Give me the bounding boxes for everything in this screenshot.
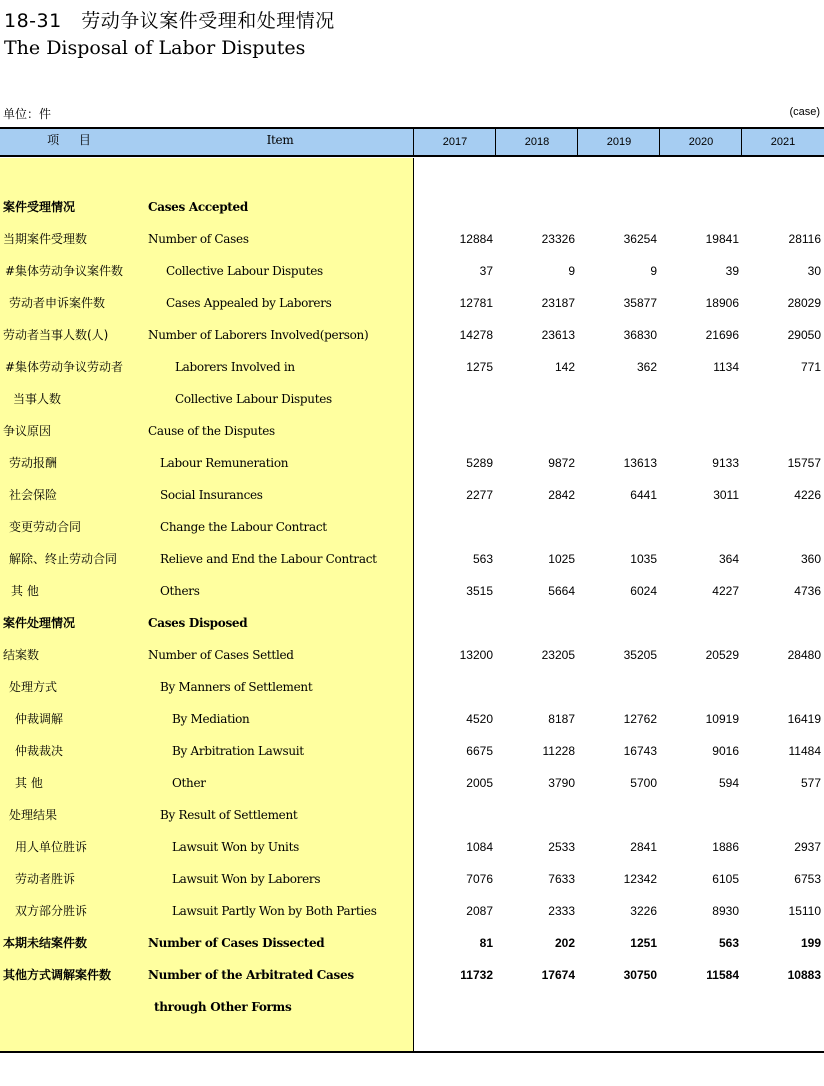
cell-value-2019: 3226 [630, 904, 657, 918]
table-row [0, 804, 824, 836]
cell-value-2018: 23205 [541, 648, 575, 662]
table-row [0, 452, 824, 484]
cell-value-2018: 9 [568, 264, 575, 278]
row-label-chinese: 劳动者胜诉 [15, 872, 76, 886]
cell-value-2017: 1084 [466, 840, 493, 854]
cell-value-2019: 12762 [623, 712, 657, 726]
cell-value-2019: 9 [650, 264, 657, 278]
table-row [0, 356, 824, 388]
cell-value-2021: 6753 [794, 872, 821, 886]
cell-value-2020: 563 [718, 936, 739, 950]
row-label-chinese: 其他方式调解案件数 [3, 968, 112, 982]
cell-value-2019: 1035 [630, 552, 657, 566]
cell-value-2020: 4227 [712, 584, 739, 598]
row-label-chinese: 本期未结案件数 [3, 936, 88, 950]
row-label-english: Lawsuit Won by Laborers [172, 872, 321, 886]
row-label-english: Collective Labour Disputes [175, 392, 332, 406]
row-label-chinese: 用人单位胜诉 [15, 840, 88, 854]
row-label-chinese: 劳动者当事人数(人) [3, 328, 109, 342]
cell-value-2021: 577 [800, 776, 821, 790]
cell-value-2019: 13613 [623, 456, 657, 470]
cell-value-2017: 12884 [459, 232, 493, 246]
cell-value-2017: 11732 [460, 968, 493, 982]
cell-value-2021: 28116 [788, 232, 821, 246]
header-item-english: Item [266, 133, 294, 147]
table-row [0, 644, 824, 676]
table-row [0, 964, 824, 996]
row-label-english: Number of Cases Settled [148, 648, 294, 662]
table-row [0, 516, 824, 548]
table-row [0, 772, 824, 804]
cell-value-2017: 4520 [466, 712, 493, 726]
cell-value-2019: 2841 [630, 840, 657, 854]
row-label-english: Change the Labour Contract [160, 520, 327, 534]
table-row [0, 708, 824, 740]
cell-value-2018: 11228 [542, 744, 575, 758]
cell-value-2020: 21696 [705, 328, 739, 342]
row-label-english: Cases Disposed [148, 616, 248, 630]
table-row [0, 196, 824, 228]
unit-label-english: (case) [789, 106, 820, 118]
cell-value-2018: 1025 [548, 552, 575, 566]
row-label-chinese: 争议原因 [3, 424, 52, 438]
row-label-chinese: 当期案件受理数 [3, 232, 88, 246]
cell-value-2019: 36830 [623, 328, 657, 342]
cell-value-2017: 14278 [459, 328, 493, 342]
cell-value-2021: 360 [800, 552, 821, 566]
table-row [0, 580, 824, 612]
cell-value-2021: 28029 [787, 296, 821, 310]
row-label-english: By Arbitration Lawsuit [172, 744, 304, 758]
cell-value-2020: 18906 [705, 296, 739, 310]
cell-value-2017: 12781 [459, 296, 493, 310]
cell-value-2019: 36254 [623, 232, 657, 246]
cell-value-2021: 199 [800, 936, 821, 950]
table-row [0, 932, 824, 964]
table-row [0, 836, 824, 868]
row-label-english: Relieve and End the Labour Contract [160, 552, 377, 566]
table-row [0, 484, 824, 516]
header-item-chinese: 项 目 [47, 133, 99, 147]
row-label-chinese: 变更劳动合同 [9, 520, 82, 534]
row-label-english: Labour Remuneration [160, 456, 289, 470]
table-row [0, 292, 824, 324]
cell-value-2021: 15110 [788, 904, 821, 918]
cell-value-2019: 35877 [623, 296, 657, 310]
cell-value-2020: 8930 [712, 904, 739, 918]
cell-value-2021: 4736 [794, 584, 821, 598]
row-label-english: Laborers Involved in [175, 360, 295, 374]
cell-value-2018: 202 [554, 936, 575, 950]
cell-value-2019: 30750 [623, 968, 657, 982]
cell-value-2019: 5700 [630, 776, 657, 790]
page-title-english: The Disposal of Labor Disputes [4, 37, 306, 59]
cell-value-2021: 11484 [788, 744, 821, 758]
header-year-2020: 2020 [659, 129, 742, 155]
row-label-chinese: 案件处理情况 [3, 616, 76, 630]
cell-value-2019: 362 [636, 360, 657, 374]
row-label-english: Number of Cases [148, 232, 249, 246]
cell-value-2017: 2005 [466, 776, 493, 790]
cell-value-2021: 10883 [787, 968, 821, 982]
cell-value-2020: 9016 [712, 744, 739, 758]
row-label-chinese: 当事人数 [13, 392, 62, 406]
row-label-english: Cases Accepted [148, 200, 248, 214]
cell-value-2019: 6024 [630, 584, 657, 598]
table-row [0, 676, 824, 708]
cell-value-2017: 5289 [466, 456, 493, 470]
row-label-chinese: 解除、终止劳动合同 [9, 552, 118, 566]
cell-value-2018: 7633 [548, 872, 575, 886]
header-year-2019: 2019 [577, 129, 660, 155]
cell-value-2018: 142 [554, 360, 575, 374]
cell-value-2020: 10919 [705, 712, 739, 726]
row-label-chinese: 仲裁调解 [15, 712, 64, 726]
table-row [0, 868, 824, 900]
cell-value-2020: 6105 [712, 872, 739, 886]
row-label-english: Number of the Arbitrated Cases [148, 968, 354, 982]
cell-value-2020: 364 [718, 552, 739, 566]
cell-value-2019: 12342 [623, 872, 657, 886]
row-label-english: Other [172, 776, 206, 790]
page-title-chinese: 18-31 劳动争议案件受理和处理情况 [4, 10, 335, 32]
cell-value-2019: 6441 [630, 488, 657, 502]
row-label-english: Cause of the Disputes [148, 424, 275, 438]
table-row [0, 324, 824, 356]
cell-value-2018: 5664 [548, 584, 575, 598]
row-label-chinese: 劳动报酬 [9, 456, 58, 470]
cell-value-2017: 6675 [466, 744, 493, 758]
row-label-english: Number of Cases Dissected [148, 936, 325, 950]
cell-value-2019: 35205 [623, 648, 657, 662]
cell-value-2019: 16743 [623, 744, 657, 758]
header-year-2017: 2017 [413, 129, 496, 155]
row-label-chinese: 劳动者申诉案件数 [9, 296, 106, 310]
row-label-chinese: 社会保险 [9, 488, 58, 502]
row-label-chinese: 处理方式 [9, 680, 58, 694]
row-label-chinese: 处理结果 [9, 808, 58, 822]
cell-value-2020: 19841 [705, 232, 739, 246]
cell-value-2021: 4226 [794, 488, 821, 502]
cell-value-2020: 11584 [706, 968, 739, 982]
cell-value-2017: 7076 [466, 872, 493, 886]
cell-value-2018: 2333 [548, 904, 575, 918]
cell-value-2020: 1134 [713, 360, 739, 374]
row-label-chinese: 其 他 [15, 776, 43, 790]
cell-value-2017: 13200 [459, 648, 493, 662]
cell-value-2018: 2533 [548, 840, 575, 854]
table-row [0, 420, 824, 452]
table-row [0, 996, 824, 1028]
cell-value-2018: 23187 [541, 296, 575, 310]
cell-value-2020: 20529 [705, 648, 739, 662]
cell-value-2020: 39 [725, 264, 739, 278]
cell-value-2021: 15757 [787, 456, 821, 470]
cell-value-2018: 9872 [548, 456, 575, 470]
cell-value-2021: 30 [807, 264, 821, 278]
row-label-chinese: #集体劳动争议案件数 [5, 264, 124, 278]
cell-value-2021: 771 [800, 360, 821, 374]
cell-value-2020: 594 [718, 776, 739, 790]
cell-value-2017: 37 [479, 264, 493, 278]
cell-value-2020: 3011 [713, 488, 739, 502]
row-label-english: By Mediation [172, 712, 250, 726]
cell-value-2020: 9133 [712, 456, 739, 470]
table-row [0, 260, 824, 292]
row-label-chinese: 仲裁裁决 [15, 744, 64, 758]
table-row [0, 548, 824, 580]
row-label-english: By Result of Settlement [160, 808, 298, 822]
cell-value-2021: 28480 [787, 648, 821, 662]
cell-value-2017: 563 [472, 552, 493, 566]
header-year-2021: 2021 [741, 129, 824, 155]
row-label-english: Others [160, 584, 200, 598]
table-bottom-rule [0, 1051, 824, 1053]
header-year-2018: 2018 [495, 129, 578, 155]
table-row [0, 612, 824, 644]
cell-value-2018: 3790 [548, 776, 575, 790]
row-label-english: Lawsuit Won by Units [172, 840, 299, 854]
cell-value-2021: 16419 [787, 712, 821, 726]
cell-value-2017: 81 [479, 936, 493, 950]
table-row [0, 388, 824, 420]
table-header [0, 127, 824, 157]
row-label-english: Collective Labour Disputes [166, 264, 323, 278]
row-label-chinese: 案件受理情况 [3, 200, 76, 214]
row-label-chinese: 其 他 [11, 584, 39, 598]
unit-label-chinese: 单位：件 [3, 107, 52, 121]
row-label-english: Number of Laborers Involved(person) [148, 328, 369, 342]
cell-value-2018: 17674 [541, 968, 575, 982]
cell-value-2019: 1251 [630, 936, 657, 950]
row-label-english: Lawsuit Partly Won by Both Parties [172, 904, 377, 918]
row-label-chinese: 双方部分胜诉 [15, 904, 88, 918]
cell-value-2017: 3515 [466, 584, 493, 598]
row-label-english: through Other Forms [154, 1000, 292, 1014]
cell-value-2020: 1886 [712, 840, 739, 854]
cell-value-2018: 8187 [548, 712, 575, 726]
row-label-english: Social Insurances [160, 488, 263, 502]
row-label-chinese: 结案数 [3, 648, 40, 662]
table-row [0, 740, 824, 772]
row-label-chinese: #集体劳动争议劳动者 [5, 360, 124, 374]
cell-value-2021: 2937 [794, 840, 821, 854]
cell-value-2018: 2842 [548, 488, 575, 502]
row-label-english: Cases Appealed by Laborers [166, 296, 332, 310]
table-row [0, 228, 824, 260]
cell-value-2017: 2087 [466, 904, 493, 918]
cell-value-2018: 23613 [541, 328, 575, 342]
row-label-english: By Manners of Settlement [160, 680, 313, 694]
table-row [0, 900, 824, 932]
cell-value-2017: 2277 [466, 488, 493, 502]
cell-value-2018: 23326 [541, 232, 575, 246]
cell-value-2021: 29050 [787, 328, 821, 342]
cell-value-2017: 1275 [466, 360, 493, 374]
